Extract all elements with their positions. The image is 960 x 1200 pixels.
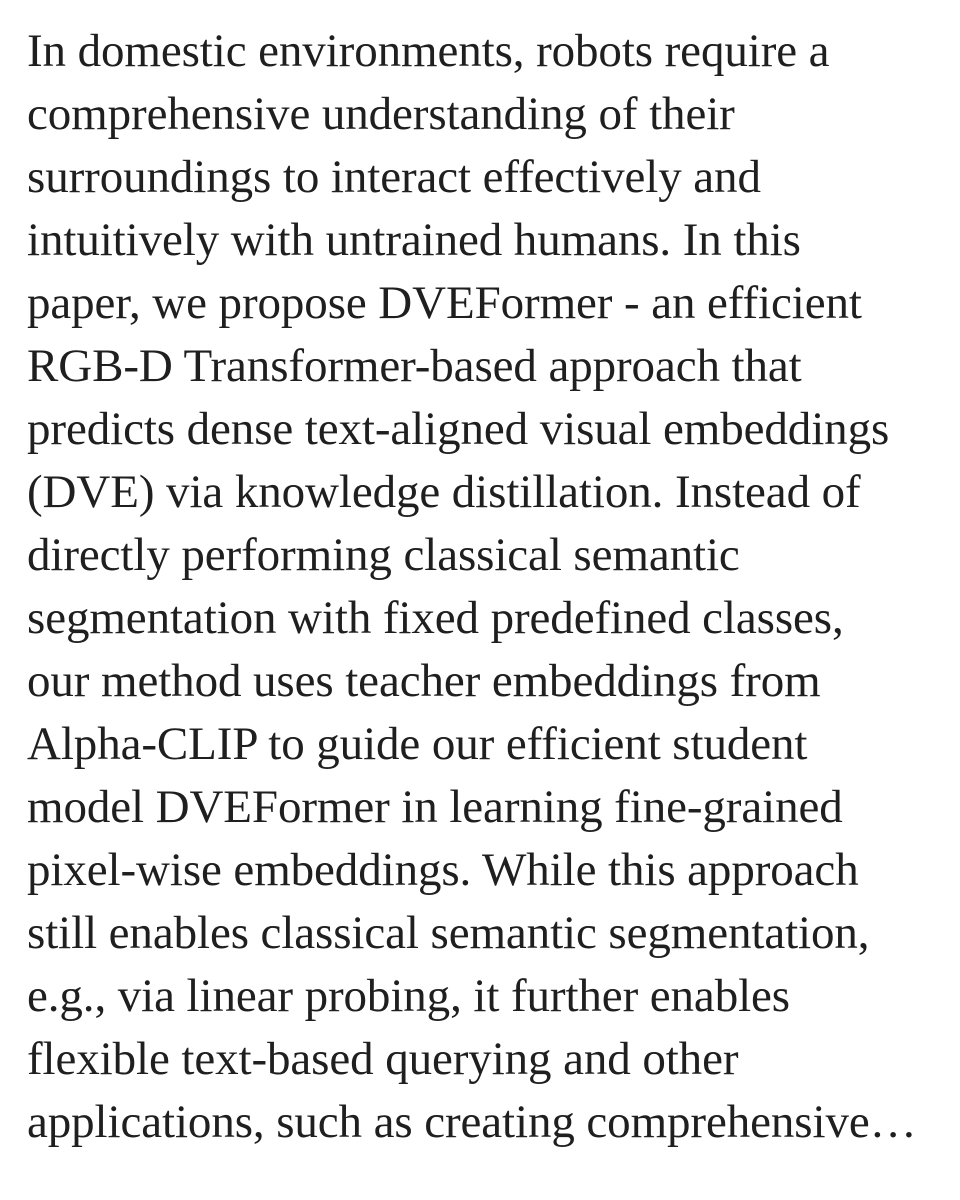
abstract-line: predicts dense text-aligned visual embeddings: [27, 403, 890, 455]
abstract-line: (DVE) via knowledge distillation. Instead of: [27, 466, 861, 518]
abstract-line: RGB-D Transformer-based approach that: [27, 340, 802, 392]
abstract-line: intuitively with untrained humans. In this: [27, 214, 801, 266]
abstract-text-block: [27, 20, 947, 1154]
abstract-line: surroundings to interact effectively and: [27, 151, 761, 203]
abstract-line: paper, we propose DVEFormer - an efficient: [27, 277, 862, 329]
abstract-line: Alpha-CLIP to guide our efficient student: [27, 718, 808, 770]
abstract-line: pixel-wise embeddings. While this approach: [27, 844, 859, 896]
abstract-line: our method uses teacher embeddings from: [27, 655, 821, 707]
abstract-line: In domestic environments, robots require a: [27, 25, 830, 77]
abstract-line: flexible text-based querying and other: [27, 1033, 739, 1085]
abstract-line: directly performing classical semantic: [27, 529, 740, 581]
abstract-line: e.g., via linear probing, it further enables: [27, 970, 790, 1022]
abstract-line: comprehensive understanding of their: [27, 88, 735, 140]
abstract-line: applications, such as creating comprehensive…: [27, 1096, 917, 1148]
abstract-line: model DVEFormer in learning fine-grained: [27, 781, 843, 833]
abstract-line: segmentation with fixed predefined classes,: [27, 592, 844, 644]
abstract-line: still enables classical semantic segmentation,: [27, 907, 870, 959]
